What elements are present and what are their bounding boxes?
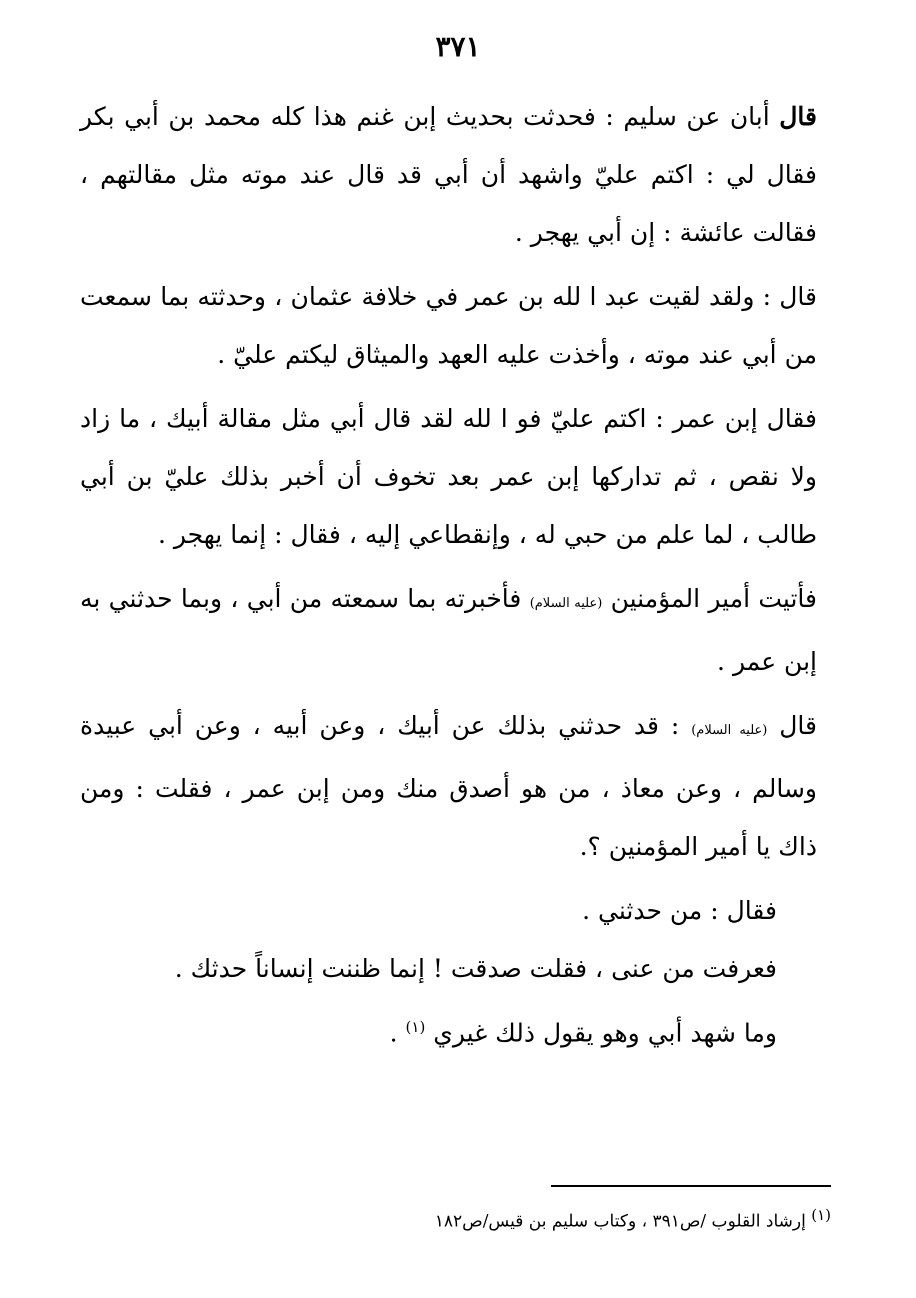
paragraph-4-after: فأخبرته بما سمعته من أبي ، وبما حدثني به إبن عمر . [80, 584, 817, 676]
line-8-text: وما شهد أبي وهو يقول ذلك غيري [433, 1018, 777, 1048]
line-8-end: . [389, 1018, 398, 1048]
paragraph-5 [80, 697, 817, 876]
paragraph-4 [80, 570, 817, 691]
paragraph-3-text: فقال إبن عمر : اكتم عليّ فو ا لله لقد قال أبي مثل مقالة أبيك ، ما زاد ولا نقص ، ثم تداركها إبن عمر بعد تخوف أن أخبر بذلك عليّ بن أبي طالب ، لما علم من حبي له ، وإنقطاعي إليه ، فقال : إنما يهجر . [80, 404, 818, 549]
body-text [80, 88, 817, 1062]
line-7-text: فعرفت من عنى ، فقلت صدقت ! إنما ظننت إنساناً حدثك . [174, 954, 777, 983]
line-6-text: فقال : من حدثني . [582, 896, 777, 925]
paragraph-1-text: أبان عن سليم : فحدثت بحديث إبن غنم هذا كله محمد بن أبي بكر فقال لي : اكتم عليّ واشهد أن أبي قد قال عند موته مثل مقالتهم ، فقالت عائشة : إن أبي يهجر . [80, 102, 817, 247]
honorific: (عليه السلام) [691, 723, 768, 738]
paragraph-5-before: قال [779, 711, 817, 740]
paragraph-5-after: : قد حدثني بذلك عن أبيك ، وعن أبيه ، وعن أبي عبيدة وسالم ، وعن معاذ ، من هو أصدق منك ومن إبن عمر ، فقلت : ومن ذاك يا أمير المؤمنين ؟. [80, 711, 817, 861]
page-number: ٣٧١ [435, 30, 481, 63]
lead-word: قال [779, 102, 817, 131]
paragraph-2-text: قال : ولقد لقيت عبد ا لله بن عمر في خلافة عثمان ، وحدثته بما سمعت من أبي عند موته ، وأخذت عليه العهد والميثاق ليكتم عليّ . [80, 282, 817, 369]
footnote [231, 1203, 831, 1234]
line-8 [80, 998, 817, 1062]
line-7 [80, 940, 817, 998]
paragraph-2 [80, 268, 817, 384]
line-6 [80, 882, 817, 940]
paragraph-1 [80, 88, 817, 262]
footnote-marker: (١) [811, 1206, 831, 1224]
honorific: (عليه السلام) [529, 596, 603, 611]
paragraph-3 [80, 390, 817, 564]
footnote-reference: (١) [405, 1018, 426, 1036]
footnote-divider [551, 1185, 831, 1187]
footnote-text: إرشاد القلوب /ص٣٩١ ، وكتاب سليم بن قيس/ص١٨٢ [434, 1211, 806, 1232]
paragraph-4-before: فأتيت أمير المؤمنين [610, 584, 817, 613]
